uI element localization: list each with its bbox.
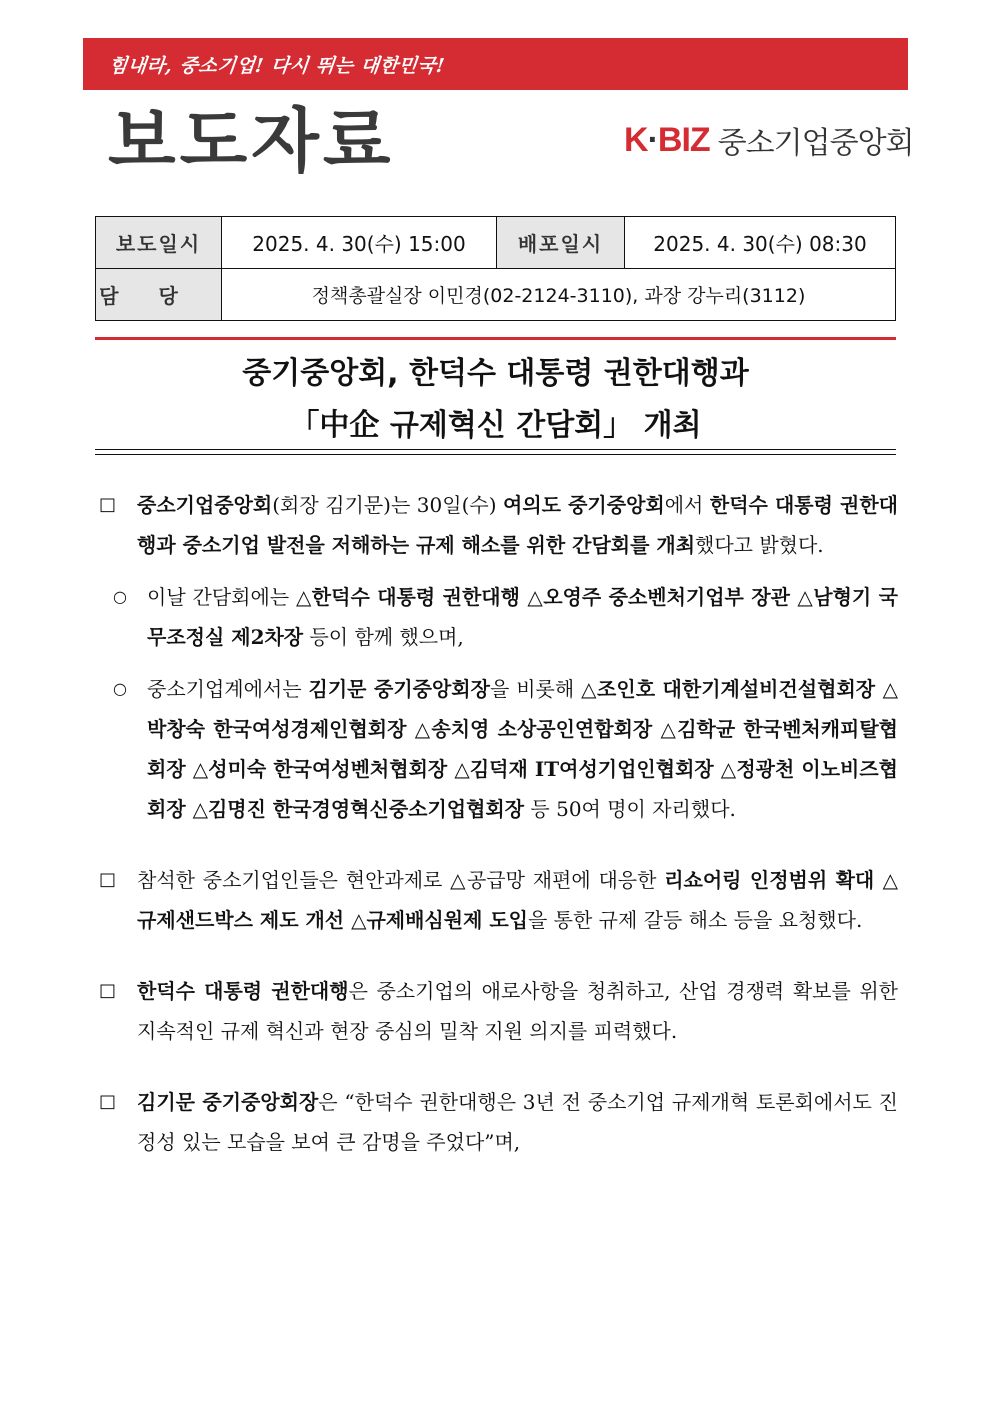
paragraph-3: ○ 중소기업계에서는 김기문 중기중앙회장을 비롯해 △조인호 대한기계설비건설협회장 △박창숙 한국여성경제인협회장 △송치영 소상공인연합회장 △김학균 한국벤처캐피탈협회장 △성미숙 한국여성벤처협회장 △김덕재 IT여성기업인협회장 △정광천 이노비즈협회장 △김명진 한국경영혁신중소기업협회장 등 50여 명이 자리했다.: [95, 669, 898, 829]
release-row: [96, 217, 896, 269]
circle-bullet-icon: ○: [113, 679, 127, 698]
document-type-title: 보도자료: [108, 100, 395, 182]
contact-row: [96, 269, 896, 321]
title-line-1: 중기중앙회, 한덕수 대통령 권한대행과: [242, 356, 749, 391]
distribute-value: 2025. 4. 30(수) 08:30: [625, 217, 896, 269]
paragraph-4: □ 참석한 중소기업인들은 현안과제로 △공급망 재편에 대응한 리쇼어링 인정범위 확대 △규제샌드박스 제도 개선 △규제배심원제 도입을 통한 규제 갈등 해소 등을 요청했다.: [95, 860, 898, 940]
distribute-label: 배포일시: [497, 217, 625, 269]
paragraph-6: □ 김기문 중기중앙회장은 “한덕수 권한대행은 3년 전 중소기업 규제개혁 토론회에서도 진정성 있는 모습을 보여 큰 감명을 주었다”며,: [95, 1082, 898, 1162]
press-body: [95, 485, 898, 1162]
release-info-table: [95, 216, 896, 321]
contact-label: 담당: [96, 269, 222, 321]
paragraph-2: ○ 이날 간담회에는 △한덕수 대통령 권한대행 △오영주 중소벤처기업부 장관 △남형기 국무조정실 제2차장 등이 함께 했으며,: [95, 577, 898, 657]
title-line-2: 「中企 규제혁신 간담회」 개최: [289, 408, 702, 443]
square-bullet-icon: □: [99, 869, 117, 890]
paragraph-5: □ 한덕수 대통령 권한대행은 중소기업의 애로사항을 청취하고, 산업 경쟁력 확보를 위한 지속적인 규제 혁신과 현장 중심의 밀착 지원 의지를 피력했다.: [95, 971, 898, 1051]
circle-bullet-icon: ○: [113, 587, 127, 606]
kbiz-logo: [624, 118, 914, 162]
release-label: 보도일시: [96, 217, 222, 269]
header-banner: [83, 38, 908, 90]
square-bullet-icon: □: [99, 980, 117, 1001]
title-top-rule: [95, 337, 896, 340]
paragraph-1: □ 중소기업중앙회(회장 김기문)는 30일(수) 여의도 중기중앙회에서 한덕수 대통령 권한대행과 중소기업 발전을 저해하는 규제 해소를 위한 간담회를 개최했다고 밝혔다.: [95, 485, 898, 565]
logo-org-name: 중소기업중앙회: [717, 126, 914, 161]
logo-mark: K·BIZ: [624, 120, 710, 159]
square-bullet-icon: □: [99, 1091, 117, 1112]
contact-value: 정책총괄실장 이민경(02-2124-3110), 과장 강누리(3112): [222, 269, 896, 321]
release-value: 2025. 4. 30(수) 15:00: [222, 217, 497, 269]
press-title: [95, 348, 896, 452]
title-bottom-rule: [95, 449, 896, 455]
banner-slogan: 힘내라, 중소기업! 다시 뛰는 대한민국!: [107, 55, 447, 77]
square-bullet-icon: □: [99, 494, 117, 515]
